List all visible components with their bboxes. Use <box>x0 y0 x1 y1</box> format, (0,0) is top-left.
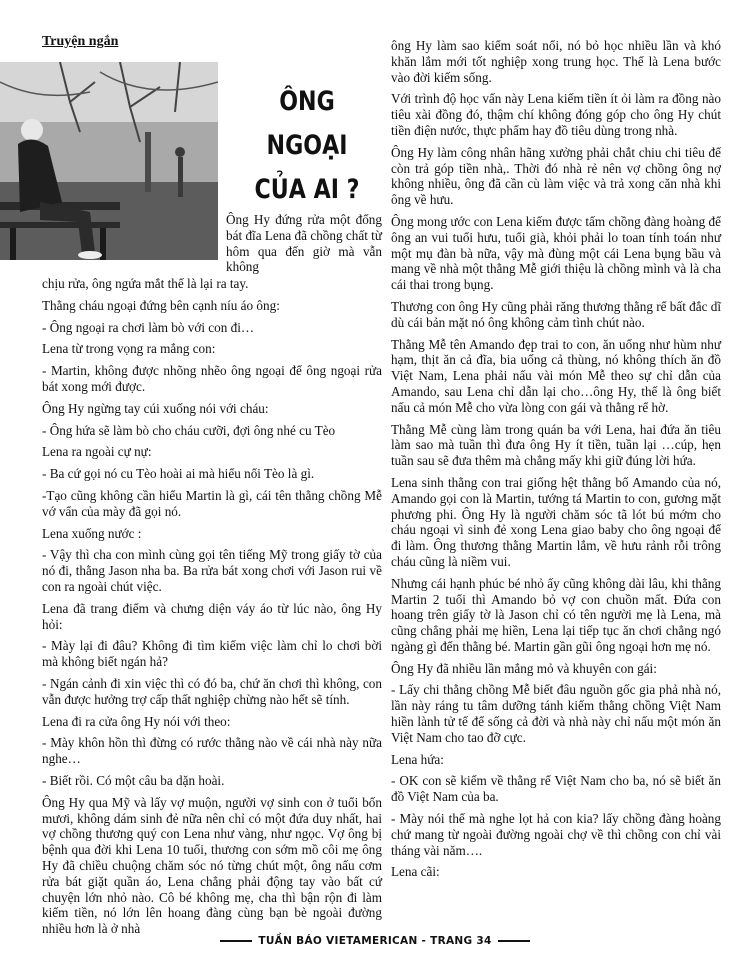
paragraph: Thằng Mễ cùng làm trong quán ba với Lena, hai đứa ăn tiêu làm sao mà tuần thì đưa ông Hy ít tiền, tuần lại …cúp, hẹn tuần sau sẽ đưa thêm mà chẳng mấy khi giữ đúng lời hứa. <box>391 421 721 469</box>
paragraph: ông Hy làm sao kiểm soát nổi, nó bỏ học nhiều lần và khó khăn lắm mới tốt nghiệp xong trung học. Thế là Lena bước vào đời kiếm sống. <box>391 38 721 85</box>
title-line-2: NGOẠI <box>266 130 348 161</box>
paragraph: Thằng Mễ tên Amando đẹp trai to con, ăn uống như hùm như hạm, thịt ăn cả đĩa, bia uống cả thùng, nó không thích ăn đồ Việt Nam, Lena phải nấu vài món Mễ theo sự chỉ dẫn của Amando, sau Lena chỉ dẫn lại cho…ông Hy, thế là ông biết nấu cả món Mễ cho vừa lòng con gái và thằng rể hờ. <box>391 336 721 415</box>
paragraph: - Mày khôn hồn thì đừng có rước thằng nào về cái nhà này nữa nghe… <box>42 735 382 767</box>
paragraph: Ông mong ước con Lena kiếm được tấm chồng đàng hoàng để ông an vui tuổi hưu, tuổi già, khỏi phải lo toan tính toán như một mụ đàn bà nữa, vậy mà đùng một cái Lena bụng bầu và mang về nhà một thằng Mễ giới thiệu là chồng mình và là cha cái thai trong bụng. <box>391 213 721 293</box>
page-footer <box>0 935 750 947</box>
paragraph: Ông Hy ngừng tay cúi xuống nói với cháu: <box>42 400 269 416</box>
paragraph: - Mày nói thế mà nghe lọt hả con kia? lấy chồng đàng hoàng chứ mang từ ngoài đường ngoài chợ về thì chồng con chỉ vài tháng vài năm…. <box>391 811 721 858</box>
footer-rule-left <box>220 940 252 942</box>
park-bench-photo <box>0 62 218 260</box>
paragraph: - Vậy thì cha con mình cùng gọi tên tiếng Mỹ trong giấy tờ của nó đi, thằng Jason nha ba. Ba rửa bát xong chơi với Jason rui về con ra ngoài chút việc. <box>42 547 382 594</box>
paragraph: - OK con sẽ kiếm về thằng rể Việt Nam cho ba, nó sẽ biết ăn đồ Việt Nam của ba. <box>391 773 721 805</box>
paragraph: Lena từ trong vọng ra mắng con: <box>42 341 216 357</box>
section-label: Truyện ngắn <box>42 34 119 49</box>
paragraph: Lena sinh thằng con trai giống hệt thằng bố Amando của nó, Amando gọi con là Martin, tướng tá Martin to con, gương mặt phương phi. Ông Hy là người chăm sóc tã lót bú mớm cho cháu ngoại vì sinh đẻ xong Lena giao baby cho ông ngoại để đi làm. Ông thương thằng Martin lắm, về hưu rảnh rỗi trông cháu cũng là niềm vui. <box>391 474 721 569</box>
paragraph: Nhưng cái hạnh phúc bé nhỏ ấy cũng không dài lâu, khi thằng Martin 2 tuổi thì Amando bỏ vợ con chuồn mất. Đứa con hoang trên giấy tờ là Jason chỉ có tên người mẹ là Lena, mà cũng chẳng phải mẹ hiền, Lena lại tiếp tục ăn chơi chẳng ngó ngàng gì đến thằng bé. Martin gần gũi ông ngoại hơn mẹ nó. <box>391 575 721 654</box>
paragraph: chịu rửa, ông ngứa mắt thế là lại ra tay. <box>42 276 249 291</box>
story-photo <box>0 62 218 260</box>
paragraph: - Martin, không được nhõng nhẽo ông ngoại để ông ngoại rửa bát xong mới được. <box>42 363 382 394</box>
column-left <box>42 276 382 943</box>
paragraph: Lena đã trang điểm và chưng diện váy áo từ lúc nào, ông Hy hỏi: <box>42 600 382 632</box>
column-right <box>391 38 721 886</box>
paragraph: -Tạo cũng không cần hiểu Martin là gì, cái tên thằng chồng Mễ vớ vẩn của mày đã gọi nó. <box>42 487 382 519</box>
paragraph: Lena xuống nước : <box>42 525 142 541</box>
paragraph: Thương con ông Hy cũng phải răng thương thằng rể bất đắc dĩ dù cái bản mặt nó ông không cảm tình chút nào. <box>391 298 722 330</box>
paragraph: Ông Hy qua Mỹ và lấy vợ muộn, người vợ sinh con ở tuổi bốn mươi, không dám sinh đẻ nữa nên chỉ có một đứa duy nhất, hai vợ chồng thương quý con Lena như vàng, như ngọc. Vợ ông bị bệnh qua đời khi Lena 10 tuổi, thương con sớm mồ côi mẹ ông Hy đã chiều chuộng chăm sóc nó từng chút một, ông nấu cơm rửa bát giặt quần áo, Lena chẳng phải động tay vào bất cứ chuyện lớn nhỏ nào. Cô bé không mẹ, cha thì bận rộn đi làm kiếm tiền, nó lớn lên hoang đàng cùng bạn bè ngoài đường nhiều hơn là ở nhà <box>42 794 382 937</box>
title-line-1: ÔNG <box>279 86 335 117</box>
paragraph: - Ông hứa sẽ làm bò cho cháu cưỡi, đợi ông nhé cu Tèo <box>42 422 336 438</box>
paragraph: Thằng cháu ngoại đứng bên cạnh níu áo ông: <box>42 297 280 313</box>
paragraph: - Ngán cảnh đi xin việc thì có đó ba, chứ ăn chơi thì không, con vẫn được hưởng trợ cấp thất nghiệp chừng nào hết sẽ tính. <box>42 675 382 707</box>
paragraph: Lena đi ra cửa ông Hy nói với theo: <box>42 713 231 729</box>
story-title <box>246 80 369 212</box>
paragraph: Lena ra ngoài cự nự: <box>42 444 152 460</box>
title-line-3: CỦA AI ? <box>254 174 360 205</box>
paragraph: Ông Hy làm công nhân hãng xưởng phải chắt chiu chi tiêu để còn trả góp tiền nhà,. Thời đó nhà rẻ nên vợ chồng ông nợ không nhiều, ông đã cần cù làm việc và trả xong căn nhà khi ông về hưu. <box>391 144 721 208</box>
footer-rule-right <box>498 940 530 942</box>
paragraph: - Ba cứ gọi nó cu Tèo hoài ai mà hiểu nổi Tèo là gì. <box>42 466 315 482</box>
intro-paragraph: Ông Hy đứng rửa một đống bát đĩa Lena đã chồng chất từ hôm qua đến giờ mà vẫn không <box>226 212 382 275</box>
paragraph: Lena cãi: <box>391 864 440 880</box>
paragraph: - Ông ngoại ra chơi làm bò với con đi… <box>42 319 255 335</box>
paragraph: - Mày lại đi đâu? Không đi tìm kiếm việc làm chỉ lo chơi bời mà không biết ngán hả? <box>42 638 382 670</box>
paragraph: Ông Hy đã nhiều lần mắng mỏ và khuyên con gái: <box>391 660 657 676</box>
paragraph: Lena hứa: <box>391 751 444 767</box>
paragraph: - Biết rồi. Có một câu ba dặn hoài. <box>42 772 225 788</box>
paragraph: - Lấy chi thằng chồng Mễ biết đâu nguồn gốc gia phả nhà nó, lần này ráng tu tâm dưỡng tánh kiếm thằng chồng Việt Nam hiền lành tử tế để sống cả đời và nhà này chỉ nấu một món ăn Việt Nam cho tao đỡ cực. <box>391 682 721 745</box>
paragraph: Với trình độ học vấn này Lena kiếm tiền ít ỏi làm ra đồng nào tiêu xài đồng đó, thậm chí không đóng góp cho ông Hy chút tiền điện nước, thực phẩm hay đồ tiêu dùng trong nhà. <box>391 91 721 138</box>
footer-text: TUẦN BÁO VIETAMERICAN - TRANG 34 <box>258 935 492 947</box>
